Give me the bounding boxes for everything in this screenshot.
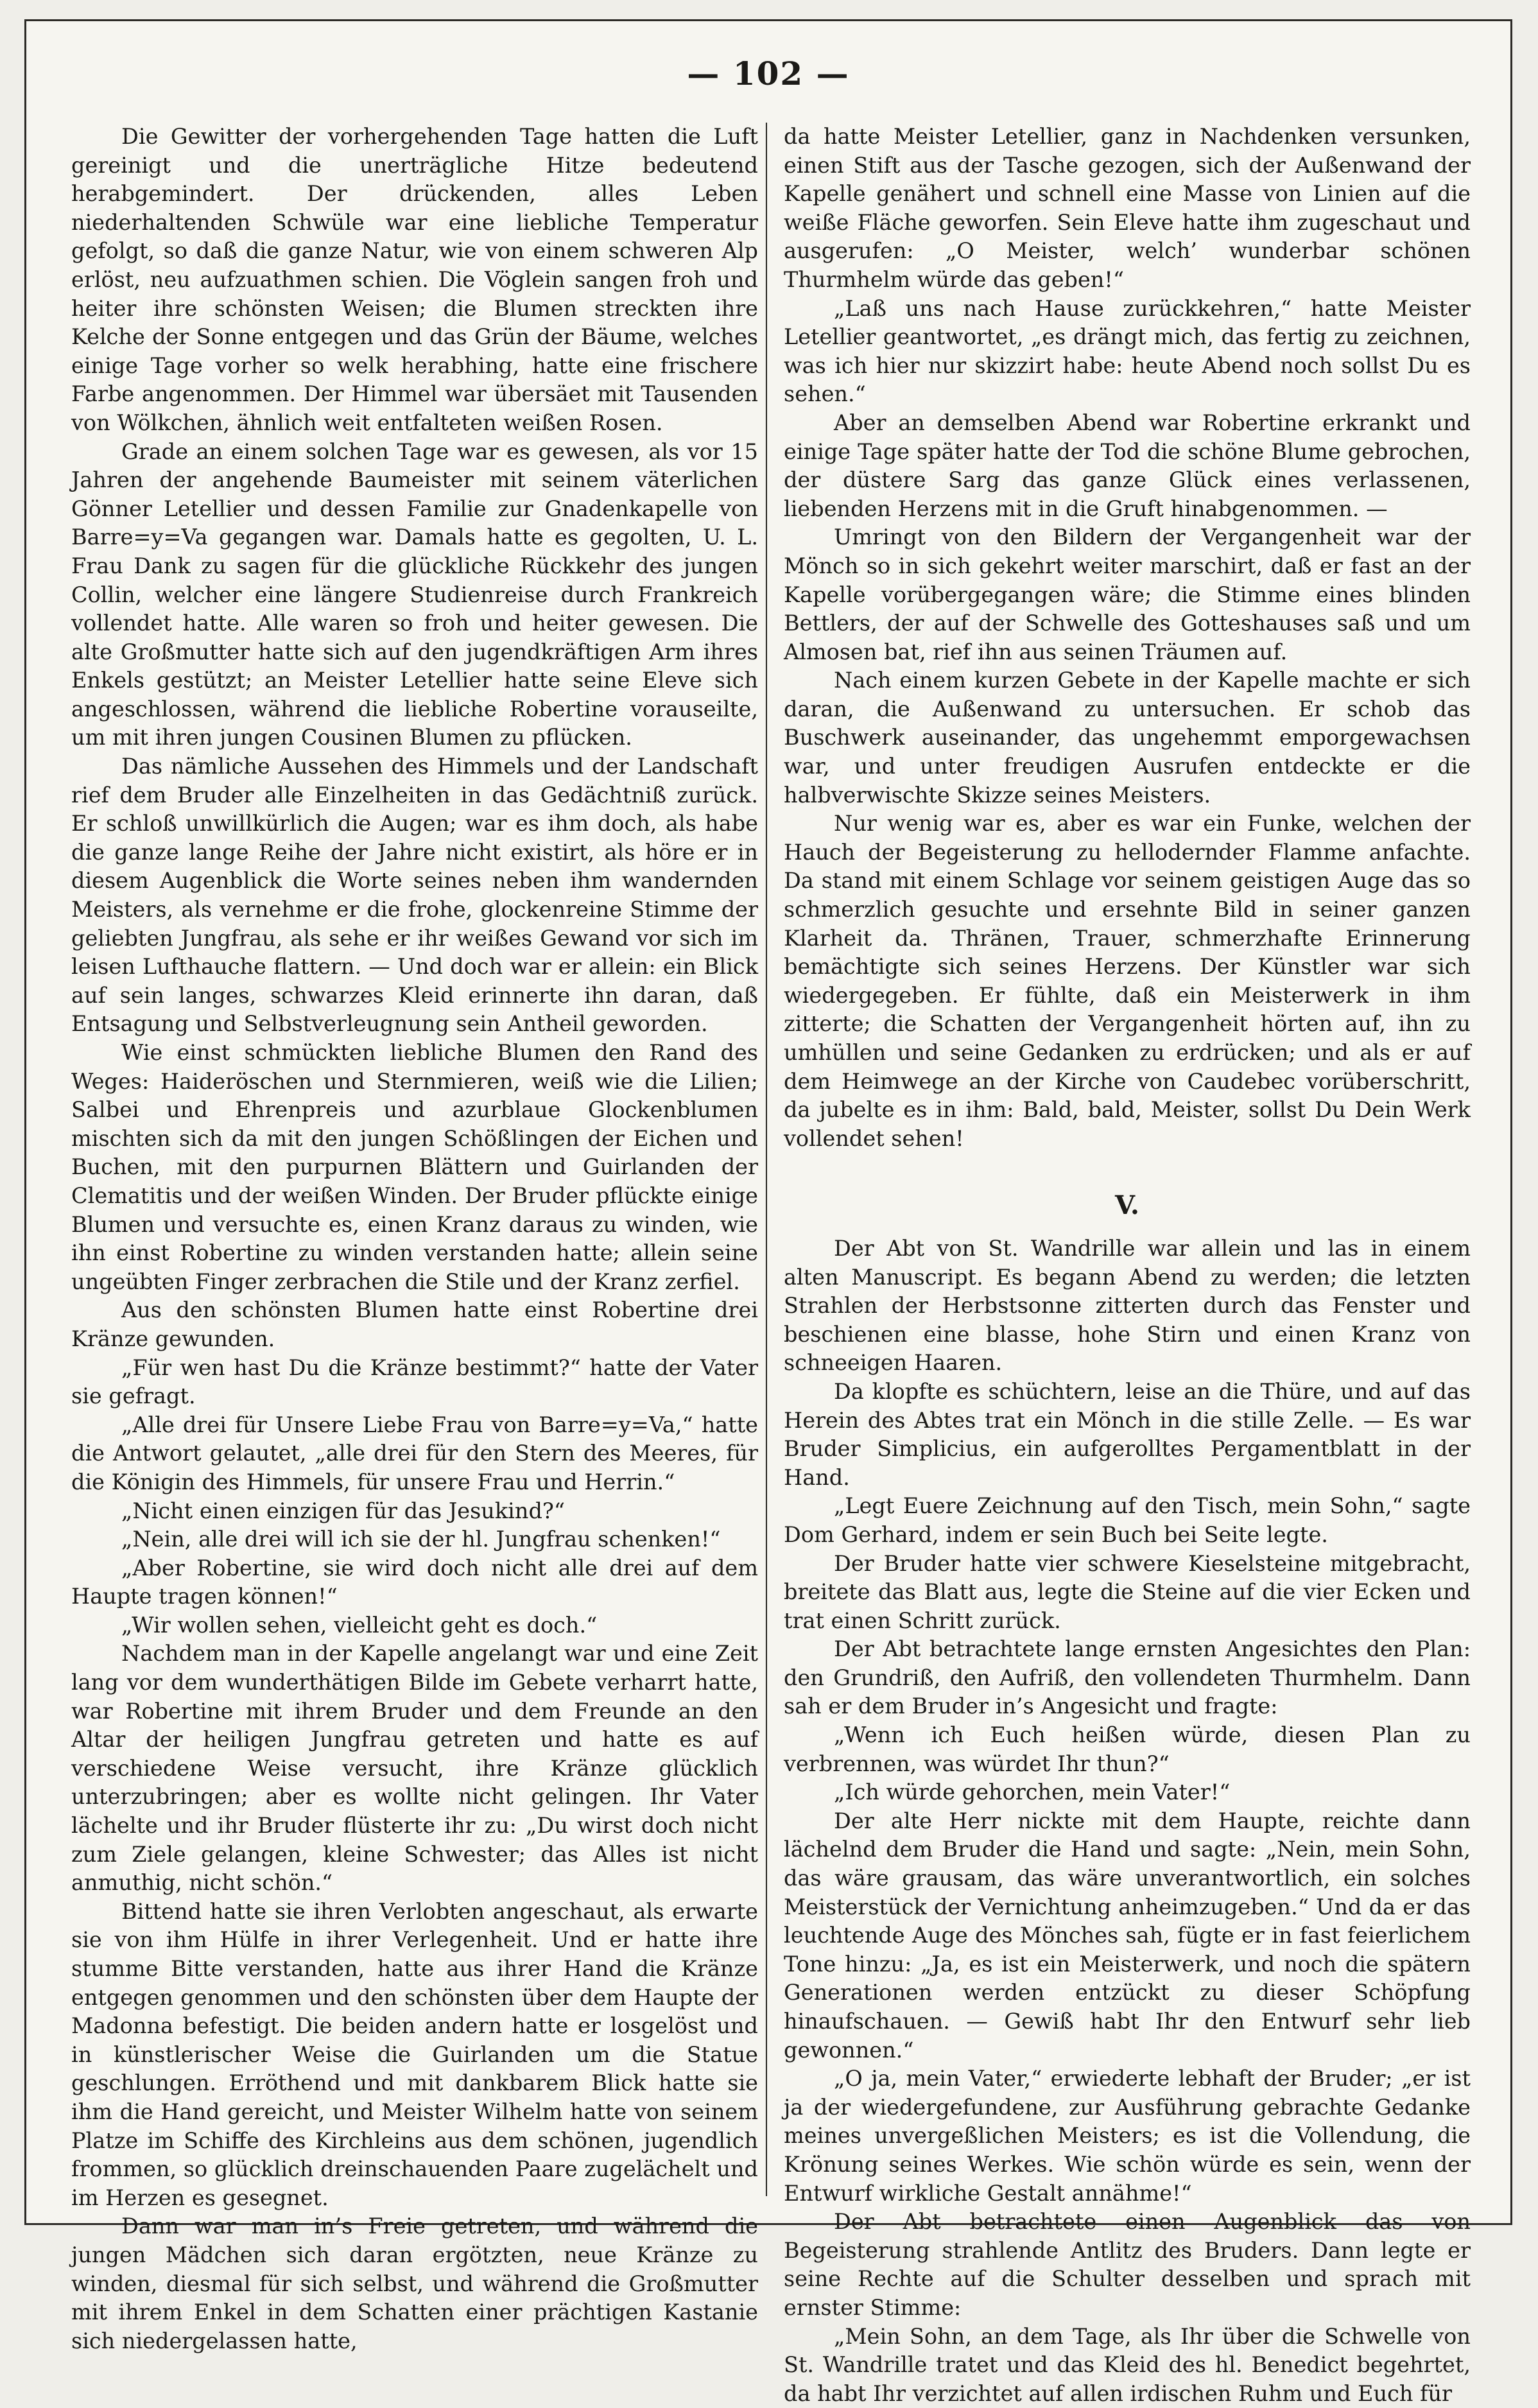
right-column <box>784 123 1471 2408</box>
paragraph: „Wenn ich Euch heißen würde, diesen Plan zu verbrennen, was würdet Ihr thun?“ <box>784 1722 1471 1776</box>
paragraph: Das nämliche Aussehen des Himmels und der Landschaft rief dem Bruder alle Einzelheiten in das Gedächtniß zurück. Er schloß unwillkürlich die Augen; war es ihm doch, als habe die ganze lange Reihe der Jahre nicht existirt, als höre er in diesem Augenblick die Worte seines neben ihm wandernden Meisters, als vernehme er die frohe, glockenreine Stimme der geliebten Jungfrau, als sehe er ihr weißes Gewand vor sich im leisen Lufthauche flattern. — Und doch war er allein: ein Blick auf sein langes, schwarzes Kleid erinnerte ihn daran, daß Entsagung und Selbstverleugnung sein Antheil geworden. <box>71 754 758 1037</box>
paragraph: Nach einem kurzen Gebete in der Kapelle machte er sich daran, die Außenwand zu untersuchen. Er schob das Buschwerk auseinander, das ungehemmt emporgewachsen war, und unter freudigen Ausrufen entdeckte er die halbverwischte Skizze seines Meisters. <box>784 668 1471 808</box>
page-number: — 102 — <box>687 55 850 92</box>
paragraph: da hatte Meister Letellier, ganz in Nachdenken versunken, einen Stift aus der Tasche gezogen, sich der Außenwand der Kapelle genähert und schnell eine Masse von Linien auf die weiße Fläche geworfen. Sein Eleve hatte ihm zugeschaut und ausgerufen: „O Meister, welch’ wunderbar schönen Thurmhelm würde das geben!“ <box>784 124 1471 292</box>
paragraph: Dann war man in’s Freie getreten, und während die jungen Mädchen sich daran ergötzten, neue Kränze zu winden, diesmal für sich selbst, und während die Großmutter mit ihrem Enkel in dem Schatten einer prächtigen Kastanie sich niedergelassen hatte, <box>71 2213 758 2353</box>
paragraph: „Für wen hast Du die Kränze bestimmt?“ hatte der Vater sie gefragt. <box>71 1355 758 1409</box>
paragraph: Der Abt betrachtete lange ernsten Angesichtes den Plan: den Grundriß, den Aufriß, den vollendeten Thurmhelm. Dann sah er dem Bruder in’s Angesicht und fragte: <box>784 1636 1471 1719</box>
left-column <box>71 123 758 2355</box>
paragraph: Aus den schönsten Blumen hatte einst Robertine drei Kränze gewunden. <box>71 1297 758 1351</box>
paragraph: „Legt Euere Zeichnung auf den Tisch, mein Sohn,“ sagte Dom Gerhard, indem er sein Buch bei Seite legte. <box>784 1493 1471 1547</box>
newspaper-page <box>24 19 1512 2406</box>
paragraph: Nur wenig war es, aber es war ein Funke, welchen der Hauch der Begeisterung zu hellodernder Flamme anfachte. Da stand mit einem Schlage vor seinem geistigen Auge das so schmerzlich gesuchte und ersehnte Bild in seiner ganzen Klarheit da. Thränen, Trauer, schmerzhafte Erinnerung bemächtigte sich seines Herzens. Der Künstler war sich wiedergegeben. Er fühlte, daß ein Meisterwerk in ihm zitterte; die Schatten der Vergangenheit hörten auf, ihn zu umhüllen und seine Gedanken zu erdrücken; und als er auf dem Heimwege an der Kirche von Caudebec vorüberschritt, da jubelte es in ihm: Bald, bald, Meister, sollst Du Dein Werk vollendet sehen! <box>784 811 1471 1151</box>
paragraph: „Nein, alle drei will ich sie der hl. Jungfrau schenken!“ <box>121 1527 721 1552</box>
paragraph: Da klopfte es schüchtern, leise an die Thüre, und auf das Herein des Abtes trat ein Mönch in die stille Zelle. — Es war Bruder Simplicius, ein aufgerolltes Pergamentblatt in der Hand. <box>784 1378 1471 1490</box>
paragraph: „O ja, mein Vater,“ erwiederte lebhaft der Bruder; „er ist ja der wiedergefundene, zur Ausführung gebrachte Gedanke meines unvergeßlichen Meisters; es ist die Vollendung, die Krönung seines Werkes. Wie schön würde es sein, wenn der Entwurf wirkliche Gestalt annähme!“ <box>784 2066 1471 2206</box>
paragraph: „Mein Sohn, an dem Tage, als Ihr über die Schwelle von St. Wandrille tratet und das Kleid des hl. Benedict begehrtet, da habt Ihr verzichtet auf allen irdischen Ruhm und Euch für <box>784 2323 1471 2406</box>
paragraph: Aber an demselben Abend war Robertine erkrankt und einige Tage später hatte der Tod die schöne Blume gebrochen, der düstere Sarg das ganze Glück eines verlassenen, liebenden Herzens mit in die Gruft hinabgenommen. — <box>784 410 1471 521</box>
column-divider <box>766 123 767 2196</box>
paragraph: Der Bruder hatte vier schwere Kieselsteine mitgebracht, breitete das Blatt aus, legte die Steine auf die vier Ecken und trat einen Schritt zurück. <box>784 1550 1471 1633</box>
paragraph: Die Gewitter der vorhergehenden Tage hatten die Luft gereinigt und die unerträgliche Hitze bedeutend herabgemindert. Der drückenden, alles Leben niederhaltenden Schwüle war eine liebliche Temperatur gefolgt, so daß die ganze Natur, wie von einem schweren Alp erlöst, neu aufzuathmen schien. Die Vöglein sangen froh und heiter ihre schönsten Weisen; die Blumen streckten ihre Kelche der Sonne entgegen und das Grün der Bäume, welches einige Tage vorher so welk herabhing, hatte eine frischere Farbe angenommen. Der Himmel war übersäet mit Tausenden von Wölkchen, ähnlich weit entfalteten weißen Rosen. <box>71 124 758 435</box>
paragraph: Der Abt betrachtete einen Augenblick das von Begeisterung strahlende Antlitz des Bruders. Dann legte er seine Rechte auf die Schulter desselben und sprach mit ernster Stimme: <box>784 2209 1471 2320</box>
paragraph: „Alle drei für Unsere Liebe Frau von Barre=y=Va,“ hatte die Antwort gelautet, „alle drei für den Stern des Meeres, für die Königin des Himmels, für unsere Frau und Herrin.“ <box>71 1412 758 1494</box>
paragraph: Umringt von den Bildern der Vergangenheit war der Mönch so in sich gekehrt weiter marschirt, daß er fast an der Kapelle vorübergegangen wäre; die Stimme eines blinden Bettlers, der auf der Schwelle des Gotteshauses saß und um Almosen bat, rief ihn aus seinen Träumen auf. <box>784 524 1471 664</box>
section-heading: V. <box>1115 1190 1139 1221</box>
paragraph: „Nicht einen einzigen für das Jesukind?“ <box>121 1498 566 1523</box>
paragraph: „Aber Robertine, sie wird doch nicht alle drei auf dem Haupte tragen können!“ <box>71 1555 758 1609</box>
paragraph: Bittend hatte sie ihren Verlobten angeschaut, als erwarte sie von ihm Hülfe in ihrer Verlegenheit. Und er hatte ihre stumme Bitte verstanden, hatte aus ihrer Hand die Kränze entgegen genommen und den schönsten über dem Haupte der Madonna befestigt. Die beiden andern hatte er losgelöst und in künstlerischer Weise die Guirlanden um die Statue geschlungen. Erröthend und mit dankbarem Blick hatte sie ihm die Hand gereicht, und Meister Wilhelm hatte von seinem Platze im Schiffe des Kirchleins aus dem schönen, jugendlich frommen, so glücklich dreinschauenden Paare zugelächelt und im Herzen es gesegnet. <box>71 1898 758 2210</box>
paragraph: Der Abt von St. Wandrille war allein und las in einem alten Manuscript. Es begann Abend zu werden; die letzten Strahlen der Herbstsonne zitterten durch das Fenster und beschienen eine blasse, hohe Stirn und einen Kranz von schneeigen Haaren. <box>784 1235 1471 1376</box>
paragraph: Wie einst schmückten liebliche Blumen den Rand des Weges: Haideröschen und Sternmieren, weiß wie die Lilien; Salbei und Ehrenpreis und azurblaue Glockenblumen mischten sich da mit den jungen Schößlingen der Eichen und Buchen, mit den purpurnen Blättern und Guirlanden der Clematitis und der weißen Winden. Der Bruder pflückte einige Blumen und versuchte es, einen Kranz daraus zu winden, wie ihn einst Robertine zu winden verstanden hatte; allein seine ungeübten Finger zerbrachen die Stile und der Kranz zerfiel. <box>71 1040 758 1294</box>
paragraph: Der alte Herr nickte mit dem Haupte, reichte dann lächelnd dem Bruder die Hand und sagte: „Nein, mein Sohn, das wäre grausam, das wäre unverantwortlich, ein solches Meisterstück der Vernichtung anheimzugeben.“ Und da er das leuchtende Auge des Mönches sah, fügte er in fast feierlichem Tone hinzu: „Ja, es ist ein Meisterwerk, und noch die spätern Generationen werden entzückt zu dieser Schöpfung hinaufschauen. — Gewiß habt Ihr den Entwurf sehr lieb gewonnen.“ <box>784 1808 1471 2063</box>
paragraph: „Ich würde gehorchen, mein Vater!“ <box>834 1780 1231 1805</box>
paragraph: „Wir wollen sehen, vielleicht geht es doch.“ <box>121 1612 598 1638</box>
paragraph: Grade an einem solchen Tage war es gewesen, als vor 15 Jahren der angehende Baumeister mit seinem väterlichen Gönner Letellier und dessen Familie zur Gnadenkapelle von Barre=y=Va gegangen war. Damals hatte es gegolten, U. L. Frau Dank zu sagen für die glückliche Rückkehr des jungen Collin, welcher eine längere Studienreise durch Frankreich vollendet hatte. Alle waren so froh und heiter gewesen. Die alte Großmutter hatte sich auf den jugendkräftigen Arm ihres Enkels gestützt; an Meister Letellier hatte seine Eleve sich angeschlossen, während die liebliche Robertine vorauseilte, um mit ihren jungen Cousinen Blumen zu pflücken. <box>71 438 758 750</box>
paragraph: Nachdem man in der Kapelle angelangt war und eine Zeit lang vor dem wunderthätigen Bilde im Gebete verharrt hatte, war Robertine mit ihrem Bruder und dem Freunde an den Altar der heiligen Jungfrau getreten und hatte es auf verschiedene Weise versucht, ihre Kränze glücklich unterzubringen; aber es wollte nicht gelingen. Ihr Vater lächelte und ihr Bruder flüsterte ihr zu: „Du wirst doch nicht zum Ziele gelangen, kleine Schwester; das Alles ist nicht anmuthig, nicht schön.“ <box>71 1641 758 1896</box>
page-header <box>26 21 1510 98</box>
paragraph: „Laß uns nach Hause zurückkehren,“ hatte Meister Letellier geantwortet, „es drängt mich, das fertig zu zeichnen, was ich hier nur skizzirt habe: heute Abend noch sollst Du es sehen.“ <box>784 295 1471 407</box>
